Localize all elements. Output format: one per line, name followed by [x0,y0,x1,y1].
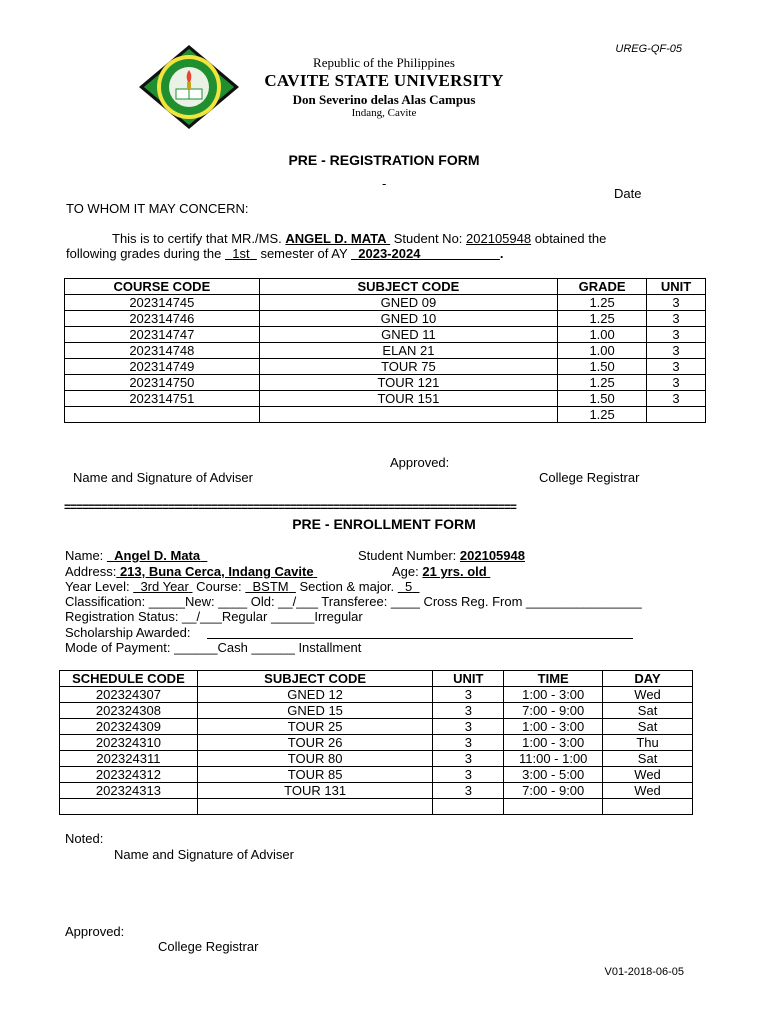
cert-suffix: obtained the [534,231,607,246]
line2-prefix: following grades during the [66,246,222,261]
grades-cell: 3 [647,343,706,359]
grades-cell: 202314750 [65,375,260,391]
year-level-label: Year Level: [65,579,130,594]
schedule-header-1: SUBJECT CODE [197,671,433,687]
academic-year: 2023-2024 [358,246,421,261]
schedule-cell: Sat [603,703,693,719]
name-row [65,548,207,563]
grades-header-0: COURSE CODE [65,279,260,295]
student-no-label: Student No: [393,231,463,246]
schedule-table [59,670,693,815]
name-label: Name: [65,548,104,563]
grades-cell [647,407,706,423]
grades-cell: 202314747 [65,327,260,343]
schedule-cell: 3 [433,703,504,719]
grades-row [65,359,706,375]
schedule-cell: TOUR 26 [197,735,433,751]
grades-cell: 1.25 [558,295,647,311]
schedule-cell: 3 [433,767,504,783]
schedule-cell [433,799,504,815]
grades-cell: 3 [647,327,706,343]
schedule-cell: 202324310 [60,735,198,751]
prereg-approved-label: Approved: [390,455,450,470]
grades-cell: GNED 09 [259,295,557,311]
prereg-dash: - [382,176,387,191]
preenroll-approved-label: Approved: [65,924,125,939]
payment-row: Mode of Payment: ______Cash ______ Installment [65,640,362,655]
cert-student-name: ANGEL D. MATA [285,231,387,246]
schedule-cell: 3 [433,751,504,767]
schedule-row [60,783,693,799]
grades-row [65,327,706,343]
grades-cell [65,407,260,423]
age: 21 yrs. old [422,564,487,579]
schedule-cell [504,799,603,815]
date-label: Date [614,186,642,201]
noted-label: Noted: [65,831,104,846]
schedule-row [60,767,693,783]
schedule-cell: 3:00 - 5:00 [504,767,603,783]
schedule-cell: TOUR 131 [197,783,433,799]
grades-header-1: SUBJECT CODE [259,279,557,295]
schedule-cell: 3 [433,783,504,799]
grades-row [65,391,706,407]
schedule-header-0: SCHEDULE CODE [60,671,198,687]
cert-student-no: 202105948 [466,231,532,246]
grades-cell: 202314751 [65,391,260,407]
schedule-cell: Wed [603,767,693,783]
grades-row [65,311,706,327]
grades-cell: 1.00 [558,327,647,343]
schedule-cell: GNED 12 [197,687,433,703]
preenroll-registrar-label: College Registrar [158,939,259,954]
grades-row [65,343,706,359]
schedule-cell: 202324309 [60,719,198,735]
campus-name: Don Severino delas Alas Campus [292,92,476,107]
schedule-cell: TOUR 80 [197,751,433,767]
schedule-cell: Sat [603,719,693,735]
student-number: 202105948 [459,548,525,563]
grades-cell: GNED 10 [259,311,557,327]
schedule-cell: 11:00 - 1:00 [504,751,603,767]
student-number-label: Student Number: [358,548,457,563]
grades-cell: 202314745 [65,295,260,311]
address-label: Address: [65,564,117,579]
prereg-adviser-label: Name and Signature of Adviser [73,470,253,485]
schedule-cell [197,799,433,815]
schedule-cell: 3 [433,719,504,735]
grades-header-2: GRADE [558,279,647,295]
schedule-row [60,703,693,719]
semester: 1st [232,246,250,261]
schedule-cell [603,799,693,815]
schedule-cell: 202324313 [60,783,198,799]
grades-cell: TOUR 75 [259,359,557,375]
schedule-cell: 7:00 - 9:00 [504,703,603,719]
grades-cell: 3 [647,359,706,375]
grades-cell: 202314749 [65,359,260,375]
line2-mid: semester of AY [260,246,348,261]
schedule-header-2: UNIT [433,671,504,687]
schedule-cell: TOUR 85 [197,767,433,783]
grades-cell: TOUR 151 [259,391,557,407]
grades-cell: 1.25 [558,311,647,327]
course: BSTM [252,579,289,594]
schedule-row [60,719,693,735]
schedule-cell: 1:00 - 3:00 [504,719,603,735]
student-name: Angel D. Mata [114,548,201,563]
registration-status-row: Registration Status: __/___Regular ______Irregular [65,609,363,624]
grades-cell [259,407,557,423]
schedule-cell: 1:00 - 3:00 [504,687,603,703]
schedule-row [60,799,693,815]
schedule-cell [60,799,198,815]
grades-row [65,295,706,311]
grades-cell: 1.50 [558,359,647,375]
address-row [65,564,317,579]
grades-cell: 3 [647,295,706,311]
grades-cell: TOUR 121 [259,375,557,391]
schedule-cell: 202324311 [60,751,198,767]
schedule-cell: 202324308 [60,703,198,719]
schedule-header-3: TIME [504,671,603,687]
year-level: 3rd Year [140,579,189,594]
grades-cell: 3 [647,375,706,391]
campus-location: Indang, Cavite [351,107,417,119]
republic-line: Republic of the Philippines [313,55,455,70]
schedule-cell: Wed [603,687,693,703]
schedule-cell: 1:00 - 3:00 [504,735,603,751]
schedule-cell: 202324312 [60,767,198,783]
year-course-row [65,579,419,594]
grades-cell: 202314748 [65,343,260,359]
grades-cell: 3 [647,311,706,327]
age-row [392,564,490,579]
salutation: TO WHOM IT MAY CONCERN: [66,201,249,216]
schedule-cell: 202324307 [60,687,198,703]
form-code: UREG-QF-05 [615,43,682,55]
grades-cell: 202314746 [65,311,260,327]
version-code: V01-2018-06-05 [604,966,684,978]
student-number-row [358,548,525,563]
section: 5 [405,579,413,594]
preenroll-adviser-label: Name and Signature of Adviser [114,847,294,862]
scholarship-label: Scholarship Awarded: [65,625,191,640]
grades-table [64,278,706,423]
prereg-title: PRE - REGISTRATION FORM [288,152,480,168]
schedule-cell: Sat [603,751,693,767]
course-label: Course: [196,579,242,594]
address: 213, Buna Cerca, Indang Cavite [119,564,314,579]
age-label: Age: [392,564,419,579]
cert-prefix: This is to certify that MR./MS. [112,231,282,246]
schedule-row [60,735,693,751]
schedule-cell: TOUR 25 [197,719,433,735]
university-name: CAVITE STATE UNIVERSITY [264,71,504,90]
grades-cell: 1.00 [558,343,647,359]
schedule-cell: Wed [603,783,693,799]
grades-cell: 1.25 [558,407,647,423]
prereg-registrar-label: College Registrar [539,470,640,485]
separator: ========================================================================== [64,500,516,514]
grades-cell: ELAN 21 [259,343,557,359]
preenroll-title: PRE - ENROLLMENT FORM [292,516,476,532]
grades-header-3: UNIT [647,279,706,295]
grades-cell: 3 [647,391,706,407]
schedule-cell: 3 [433,735,504,751]
schedule-row [60,751,693,767]
grades-cell: 1.25 [558,375,647,391]
schedule-row [60,687,693,703]
grades-cell: GNED 11 [259,327,557,343]
classification-row: Classification: _____New: ____ Old: __/___ Transferee: ____ Cross Reg. From ________________ [65,594,642,609]
certification-line-1 [112,231,606,246]
certification-line-2: following grades during the 1st semester of AY 2023-2024 . [66,246,504,261]
section-label: Section & major. [299,579,395,594]
schedule-cell: GNED 15 [197,703,433,719]
grades-row [65,407,706,423]
schedule-cell: 7:00 - 9:00 [504,783,603,799]
schedule-cell: 3 [433,687,504,703]
grades-cell: 1.50 [558,391,647,407]
grades-row [65,375,706,391]
schedule-header-4: DAY [603,671,693,687]
schedule-cell: Thu [603,735,693,751]
scholarship-blank [207,624,633,639]
